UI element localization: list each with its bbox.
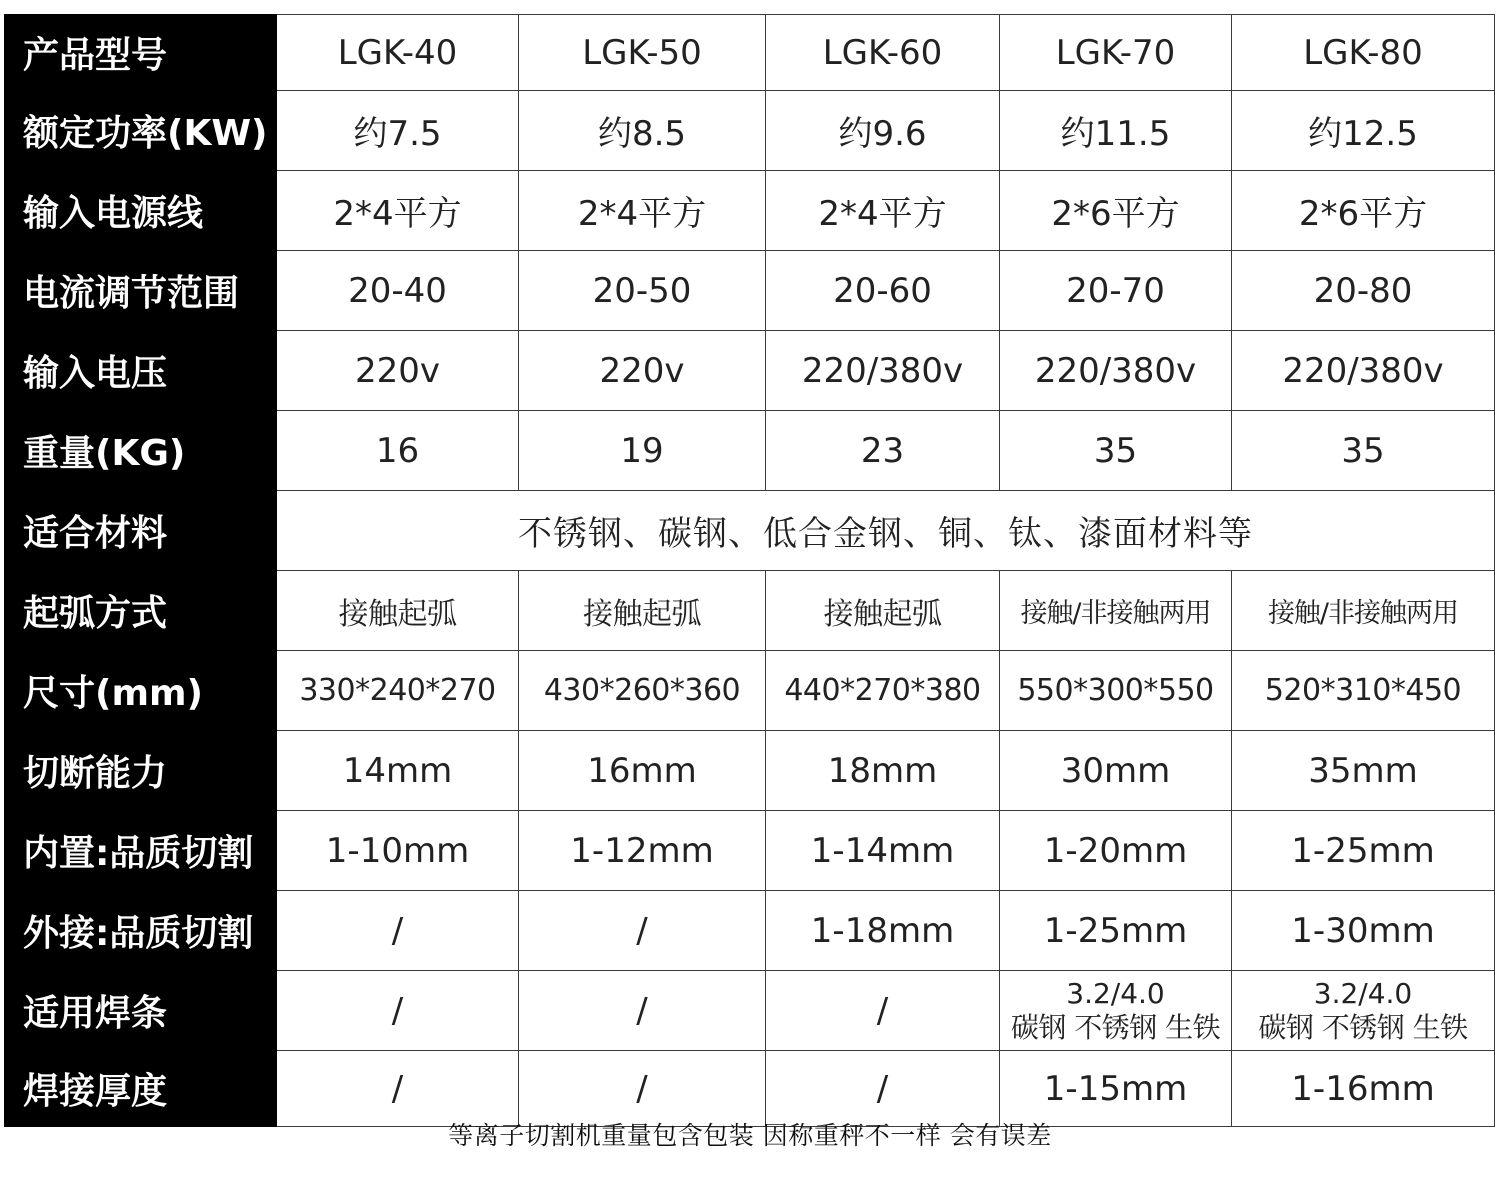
spec-cell: 接触起弧: [519, 571, 766, 651]
spec-cell: 430*260*360: [519, 651, 766, 731]
spec-cell: /: [277, 1051, 519, 1127]
spec-cell: [1000, 971, 1232, 1051]
spec-cell: 1-10mm: [277, 811, 519, 891]
electrode-materials: 碳钢 不锈钢 生铁: [1258, 1010, 1468, 1044]
spec-cell: 1-15mm: [1000, 1051, 1232, 1127]
spec-cell: 14mm: [277, 731, 519, 811]
spec-cell: 1-30mm: [1232, 891, 1495, 971]
header-row: [5, 15, 1495, 91]
table-row: [5, 811, 1495, 891]
table-row: [5, 411, 1495, 491]
spec-cell: 1-12mm: [519, 811, 766, 891]
table-row: [5, 491, 1495, 571]
spec-cell: 2*6平方: [1000, 171, 1232, 251]
table-row: [5, 91, 1495, 171]
spec-cell: 220v: [519, 331, 766, 411]
row-label: 适合材料: [5, 491, 277, 571]
row-label: 内置:品质切割: [5, 811, 277, 891]
spec-cell: 1-18mm: [766, 891, 1000, 971]
spec-cell: 550*300*550: [1000, 651, 1232, 731]
table-row: [5, 651, 1495, 731]
spec-cell: 220v: [277, 331, 519, 411]
spec-cell: 220/380v: [766, 331, 1000, 411]
spec-cell: 1-16mm: [1232, 1051, 1495, 1127]
spec-cell: /: [277, 971, 519, 1051]
row-label: 输入电源线: [5, 171, 277, 251]
spec-cell: 约7.5: [277, 91, 519, 171]
spec-cell: 35mm: [1232, 731, 1495, 811]
spec-cell: 1-14mm: [766, 811, 1000, 891]
spec-cell: [1232, 971, 1495, 1051]
spec-cell: 1-25mm: [1000, 891, 1232, 971]
table-row: [5, 571, 1495, 651]
spec-cell: 35: [1232, 411, 1495, 491]
spec-cell: 接触起弧: [766, 571, 1000, 651]
spec-cell: 约9.6: [766, 91, 1000, 171]
model-cell: LGK-40: [277, 15, 519, 91]
spec-cell: 30mm: [1000, 731, 1232, 811]
spec-cell: 20-80: [1232, 251, 1495, 331]
spec-cell: /: [519, 891, 766, 971]
model-cell: LGK-60: [766, 15, 1000, 91]
spec-cell: 约8.5: [519, 91, 766, 171]
row-label: 额定功率(KW): [5, 91, 277, 171]
spec-cell: /: [766, 971, 1000, 1051]
row-label: 起弧方式: [5, 571, 277, 651]
spec-cell: 19: [519, 411, 766, 491]
table-row: [5, 251, 1495, 331]
table-row: [5, 891, 1495, 971]
spec-cell: 20-50: [519, 251, 766, 331]
spec-cell: /: [766, 1051, 1000, 1127]
row-label: 切断能力: [5, 731, 277, 811]
model-cell: LGK-80: [1232, 15, 1495, 91]
row-label: 尺寸(mm): [5, 651, 277, 731]
footnote: 等离子切割机重量包含包装 因称重秤不一样 会有误差: [448, 1121, 1052, 1150]
row-label: 输入电压: [5, 331, 277, 411]
spec-cell: 2*4平方: [277, 171, 519, 251]
materials-cell: 不锈钢、碳钢、低合金钢、铜、钛、漆面材料等: [277, 491, 1495, 571]
electrode-size: 3.2/4.0: [1313, 976, 1413, 1010]
spec-table: [4, 14, 1495, 1127]
spec-cell: 220/380v: [1232, 331, 1495, 411]
spec-cell: 2*4平方: [519, 171, 766, 251]
spec-cell: 330*240*270: [277, 651, 519, 731]
table-row: [5, 171, 1495, 251]
row-label: 适用焊条: [5, 971, 277, 1051]
electrode-materials: 碳钢 不锈钢 生铁: [1010, 1010, 1221, 1044]
row-label: 重量(KG): [5, 411, 277, 491]
row-label: 产品型号: [5, 15, 277, 91]
electrode-size: 3.2/4.0: [1066, 976, 1165, 1010]
spec-cell: 2*4平方: [766, 171, 1000, 251]
spec-cell: 2*6平方: [1232, 171, 1495, 251]
table-row: [5, 331, 1495, 411]
row-label: 焊接厚度: [5, 1051, 277, 1127]
spec-cell: 接触/非接触两用: [1000, 571, 1232, 651]
table-row: [5, 971, 1495, 1051]
spec-cell: 16: [277, 411, 519, 491]
spec-cell: 16mm: [519, 731, 766, 811]
model-cell: LGK-70: [1000, 15, 1232, 91]
spec-cell: 1-25mm: [1232, 811, 1495, 891]
spec-cell: 520*310*450: [1232, 651, 1495, 731]
spec-cell: /: [277, 891, 519, 971]
spec-cell: 440*270*380: [766, 651, 1000, 731]
spec-cell: /: [519, 1051, 766, 1127]
spec-cell: 约11.5: [1000, 91, 1232, 171]
spec-cell: /: [519, 971, 766, 1051]
table-row: [5, 731, 1495, 811]
spec-cell: 接触起弧: [277, 571, 519, 651]
row-label: 外接:品质切割: [5, 891, 277, 971]
spec-cell: 220/380v: [1000, 331, 1232, 411]
spec-cell: 约12.5: [1232, 91, 1495, 171]
spec-cell: 1-20mm: [1000, 811, 1232, 891]
spec-cell: 35: [1000, 411, 1232, 491]
spec-cell: 接触/非接触两用: [1232, 571, 1495, 651]
spec-cell: 20-40: [277, 251, 519, 331]
model-cell: LGK-50: [519, 15, 766, 91]
row-label: 电流调节范围: [5, 251, 277, 331]
spec-cell: 20-60: [766, 251, 1000, 331]
spec-cell: 23: [766, 411, 1000, 491]
spec-cell: 18mm: [766, 731, 1000, 811]
spec-cell: 20-70: [1000, 251, 1232, 331]
